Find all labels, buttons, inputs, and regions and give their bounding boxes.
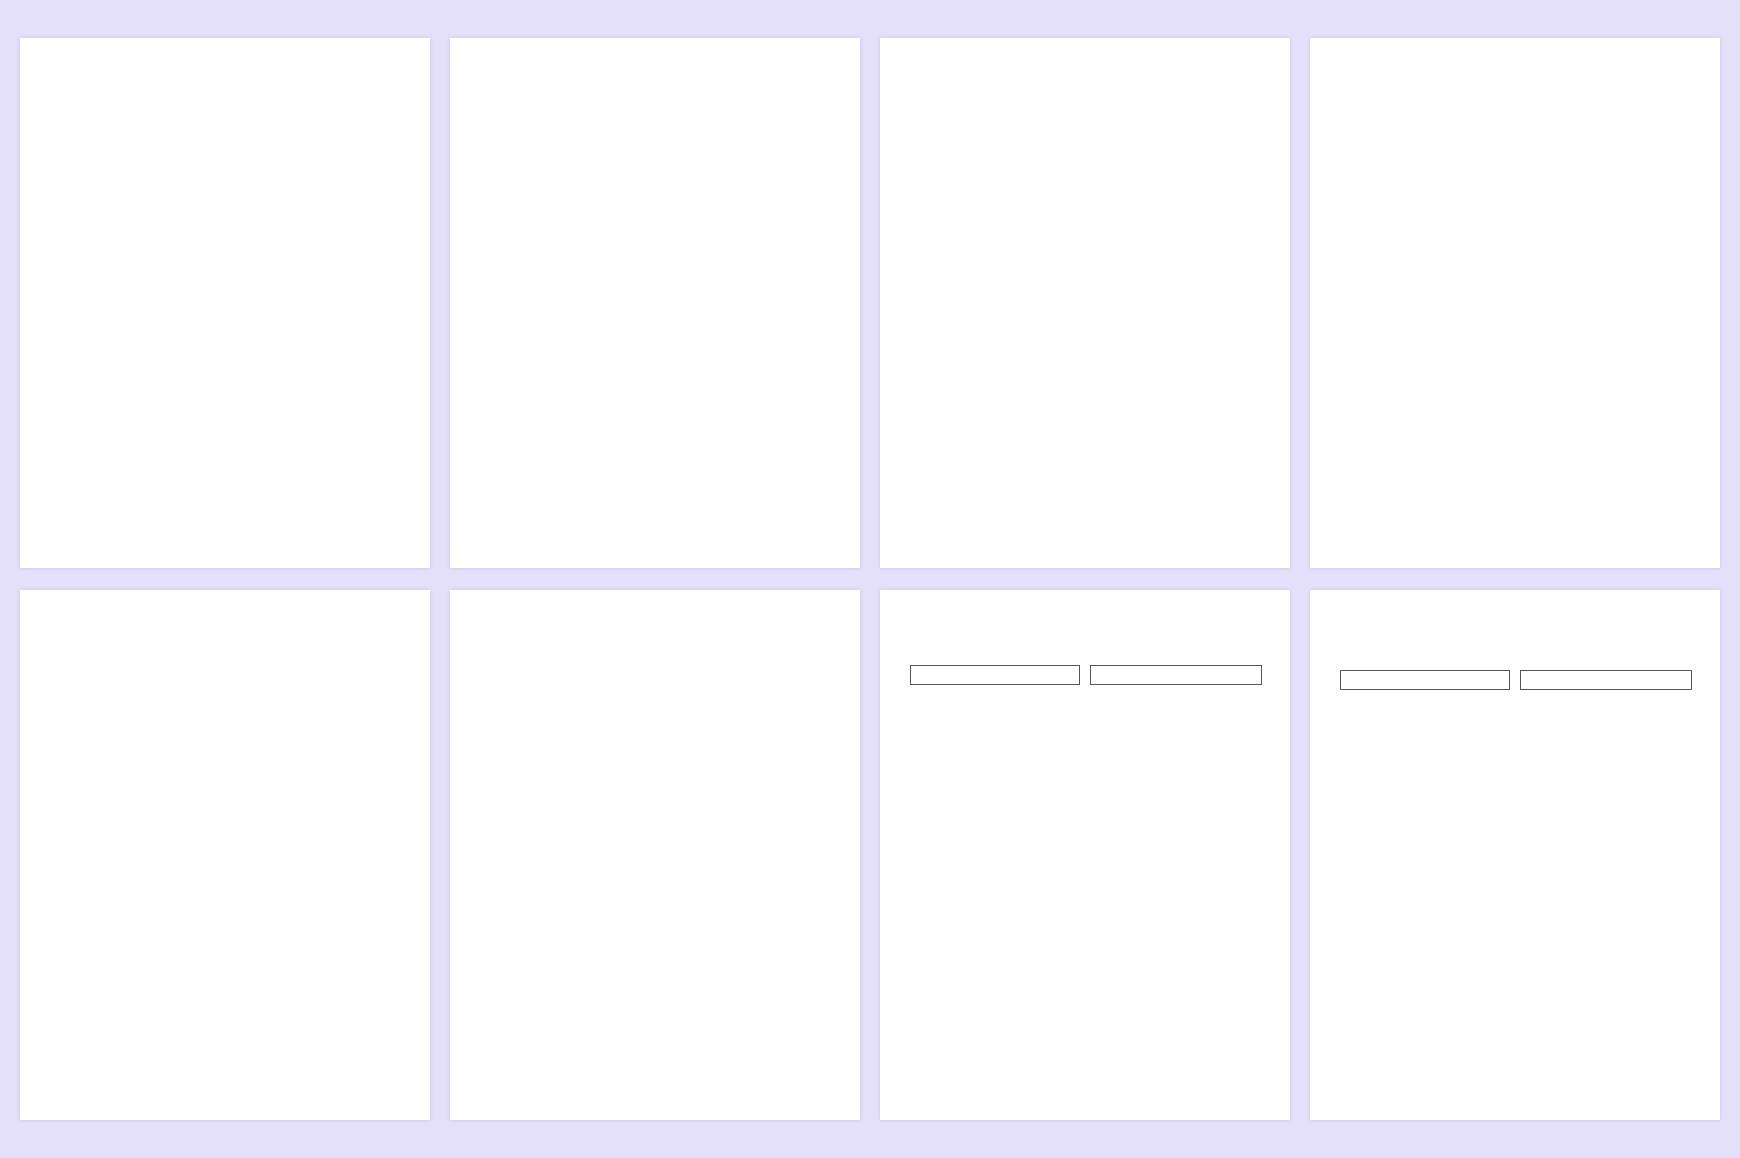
goal-field[interactable]	[1340, 670, 1510, 690]
plane-value-field[interactable]	[1090, 665, 1262, 685]
page-quarter-1-2	[450, 38, 860, 568]
page-annual-summary	[20, 38, 430, 568]
plane-value-field[interactable]	[1520, 670, 1692, 690]
page-500-challenge	[1310, 590, 1720, 1120]
goal-field[interactable]	[910, 665, 1080, 685]
page-yearly-income	[1310, 38, 1720, 568]
page-1000-savings	[880, 590, 1290, 1120]
page-upcoming-expenses	[20, 590, 430, 1120]
page-quarter-3-4	[880, 38, 1290, 568]
page-52-week-challenge	[450, 590, 860, 1120]
